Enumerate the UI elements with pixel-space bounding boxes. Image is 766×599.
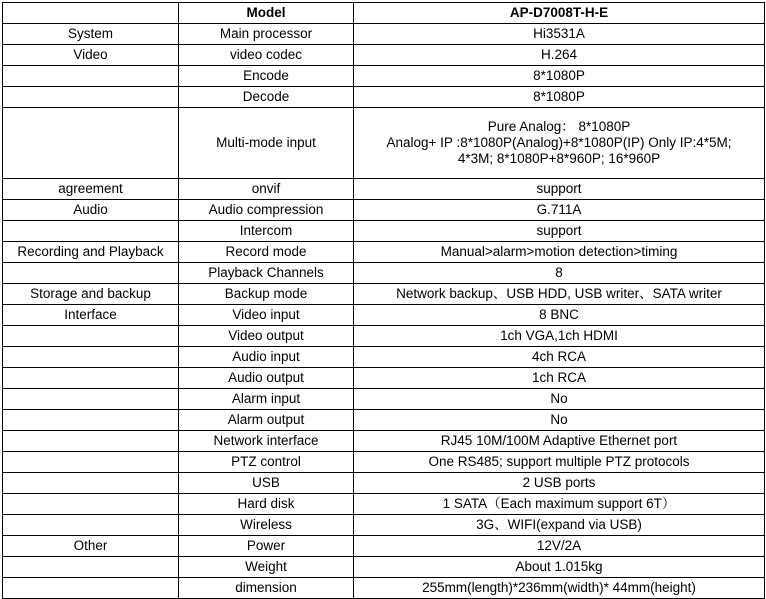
category-cell (3, 66, 179, 87)
category-cell: Other (3, 536, 179, 557)
spec-value: 3G、WIFI(expand via USB) (354, 515, 765, 536)
spec-label: Alarm output (179, 410, 354, 431)
spec-label: Hard disk (179, 494, 354, 515)
spec-value (354, 108, 765, 179)
spec-label: Playback Channels (179, 263, 354, 284)
spec-label: Record mode (179, 242, 354, 263)
spec-label: Power (179, 536, 354, 557)
spec-label: dimension (179, 578, 354, 599)
spec-value: 1ch VGA,1ch HDMI (354, 326, 765, 347)
category-cell (3, 494, 179, 515)
spec-value: support (354, 221, 765, 242)
category-cell (3, 410, 179, 431)
table-row (3, 45, 765, 66)
header-category (3, 3, 179, 24)
table-row (3, 452, 765, 473)
table-row (3, 263, 765, 284)
spec-label: Video output (179, 326, 354, 347)
spec-label: PTZ control (179, 452, 354, 473)
table-row (3, 200, 765, 221)
table-row (3, 473, 765, 494)
spec-value: 12V/2A (354, 536, 765, 557)
spec-label: Video input (179, 305, 354, 326)
spec-value: 1 SATA（Each maximum support 6T） (354, 494, 765, 515)
spec-value-line: Analog+ IP :8*1080P(Analog)+8*1080P(IP) Only IP:4*5M; (386, 135, 732, 150)
spec-value: One RS485; support multiple PTZ protocols (354, 452, 765, 473)
category-cell (3, 578, 179, 599)
category-cell: Interface (3, 305, 179, 326)
table-row (3, 87, 765, 108)
category-cell: System (3, 24, 179, 45)
category-cell (3, 431, 179, 452)
category-cell: Storage and backup (3, 284, 179, 305)
spec-value: About 1.015kg (354, 557, 765, 578)
spec-value: Hi3531A (354, 24, 765, 45)
table-row (3, 578, 765, 599)
header-model-value: AP-D7008T-H-E (354, 3, 765, 24)
table-row (3, 515, 765, 536)
spec-value: 8 BNC (354, 305, 765, 326)
spec-value: 255mm(length)*236mm(width)* 44mm(height) (354, 578, 765, 599)
table-row (3, 368, 765, 389)
table-row (3, 108, 765, 179)
spec-table (2, 2, 765, 599)
spec-label: Network interface (179, 431, 354, 452)
spec-label: Wireless (179, 515, 354, 536)
category-cell (3, 221, 179, 242)
spec-label: Multi-mode input (179, 108, 354, 179)
table-row (3, 179, 765, 200)
table-row (3, 347, 765, 368)
table-row (3, 410, 765, 431)
spec-label: Audio input (179, 347, 354, 368)
spec-value: 2 USB ports (354, 473, 765, 494)
category-cell: Recording and Playback (3, 242, 179, 263)
spec-label: Encode (179, 66, 354, 87)
spec-label: onvif (179, 179, 354, 200)
spec-value: 8 (354, 263, 765, 284)
table-row (3, 221, 765, 242)
category-cell (3, 452, 179, 473)
spec-value: support (354, 179, 765, 200)
spec-value: No (354, 410, 765, 431)
spec-label: Audio compression (179, 200, 354, 221)
table-row (3, 242, 765, 263)
spec-label: Weight (179, 557, 354, 578)
spec-value-line: 4*3M; 8*1080P+8*960P; 16*960P (457, 151, 661, 166)
spec-value: Network backup、USB HDD, USB writer、SATA writer (354, 284, 765, 305)
category-cell (3, 368, 179, 389)
table-row (3, 284, 765, 305)
spec-value: RJ45 10M/100M Adaptive Ethernet port (354, 431, 765, 452)
spec-value: No (354, 389, 765, 410)
header-row (3, 3, 765, 24)
spec-label: Backup mode (179, 284, 354, 305)
spec-label: video codec (179, 45, 354, 66)
table-row (3, 326, 765, 347)
spec-label: Main processor (179, 24, 354, 45)
category-cell: Video (3, 45, 179, 66)
spec-value: 1ch RCA (354, 368, 765, 389)
category-cell (3, 473, 179, 494)
table-row (3, 557, 765, 578)
table-row (3, 431, 765, 452)
table-row (3, 66, 765, 87)
table-row (3, 494, 765, 515)
spec-value: 8*1080P (354, 66, 765, 87)
category-cell (3, 108, 179, 179)
category-cell: agreement (3, 179, 179, 200)
category-cell (3, 347, 179, 368)
spec-value: 4ch RCA (354, 347, 765, 368)
category-cell (3, 87, 179, 108)
spec-value: Manual>alarm>motion detection>timing (354, 242, 765, 263)
header-model-label: Model (179, 3, 354, 24)
spec-label: Decode (179, 87, 354, 108)
spec-value: G.711A (354, 200, 765, 221)
spec-label: Intercom (179, 221, 354, 242)
table-row (3, 536, 765, 557)
spec-label: Audio output (179, 368, 354, 389)
table-row (3, 24, 765, 45)
category-cell (3, 515, 179, 536)
spec-value: H.264 (354, 45, 765, 66)
table-row (3, 389, 765, 410)
spec-label: USB (179, 473, 354, 494)
table-row (3, 305, 765, 326)
spec-value-line: Pure Analog： 8*1080P (487, 119, 631, 134)
spec-label: Alarm input (179, 389, 354, 410)
category-cell (3, 389, 179, 410)
category-cell: Audio (3, 200, 179, 221)
category-cell (3, 557, 179, 578)
category-cell (3, 263, 179, 284)
spec-value: 8*1080P (354, 87, 765, 108)
category-cell (3, 326, 179, 347)
